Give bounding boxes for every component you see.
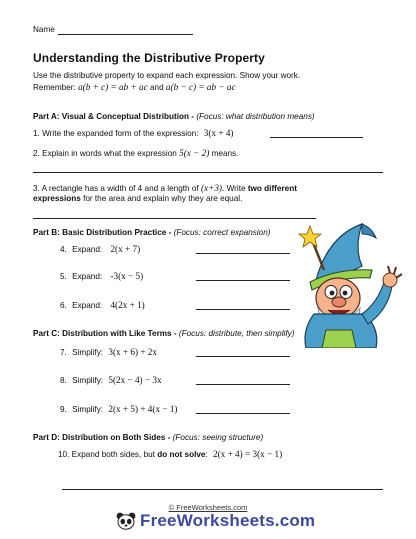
question-1: 1. Write the expanded form of the expression: 3(x + 4) bbox=[33, 128, 234, 138]
answer-line-2[interactable] bbox=[33, 172, 383, 173]
instructions-line: Use the distributive property to expand each expression. Show your work. bbox=[33, 71, 301, 80]
question-3: 3. A rectangle has a width of 4 and a length of (x+3). Write two different bbox=[33, 183, 297, 193]
panda-logo-icon bbox=[116, 512, 136, 530]
and-word: and bbox=[149, 83, 164, 92]
remember-label: Remember: bbox=[33, 83, 76, 92]
answer-line-10[interactable] bbox=[62, 489, 383, 490]
page-title: Understanding the Distributive Property bbox=[33, 51, 265, 65]
question-8: 8. Simplify: 5(2x − 4) − 3x bbox=[60, 375, 162, 385]
question-9: 9. Simplify: 2(x + 5) + 4(x − 1) bbox=[60, 404, 178, 414]
name-label: Name bbox=[33, 25, 55, 34]
answer-line-7[interactable] bbox=[196, 356, 290, 357]
part-d-heading: Part D: Distribution on Both Sides - (Focus: seeing structure) bbox=[33, 433, 264, 442]
part-c-heading: Part C: Distribution with Like Terms - (Focus: distribute, then simplify) bbox=[33, 329, 295, 338]
question-4: 4. Expand: 2(x + 7) bbox=[60, 244, 141, 254]
answer-line-1[interactable] bbox=[270, 137, 363, 138]
question-6: 6. Expand: 4(2x + 1) bbox=[60, 300, 145, 310]
part-b-heading: Part B: Basic Distribution Practice - (Focus: correct expansion) bbox=[33, 228, 271, 237]
part-a-heading: Part A: Visual & Conceptual Distribution - (Focus: what distribution means) bbox=[33, 112, 315, 121]
question-5: 5. Expand: -3(x − 5) bbox=[60, 271, 144, 281]
answer-line-6[interactable] bbox=[196, 309, 290, 310]
rule-2: a(b − c) = ab − ac bbox=[165, 82, 236, 92]
footer-copyright[interactable]: © FreeWorksheets.com bbox=[168, 503, 248, 512]
question-2: 2. Explain in words what the expression 5(x − 2) means. bbox=[33, 148, 239, 158]
answer-line-5[interactable] bbox=[196, 280, 290, 281]
answer-line-4[interactable] bbox=[196, 253, 290, 254]
answer-line-3[interactable] bbox=[33, 218, 316, 219]
question-10: 10. Expand both sides, but do not solve: 2(x + 4) = 3(x − 1) bbox=[58, 449, 283, 459]
remember-line bbox=[33, 82, 236, 92]
question-3-cont: expressions for the area and explain why they are equal. bbox=[33, 194, 243, 203]
answer-line-9[interactable] bbox=[196, 413, 290, 414]
question-7: 7. Simplify: 3(x + 6) + 2x bbox=[60, 347, 157, 357]
wizard-illustration bbox=[296, 218, 414, 348]
answer-line-8[interactable] bbox=[196, 384, 290, 385]
name-field[interactable] bbox=[58, 34, 193, 35]
brand-logo-text: FreeWorksheets.com bbox=[140, 511, 316, 530]
rule-1: a(b + c) = ab + ac bbox=[78, 82, 148, 92]
